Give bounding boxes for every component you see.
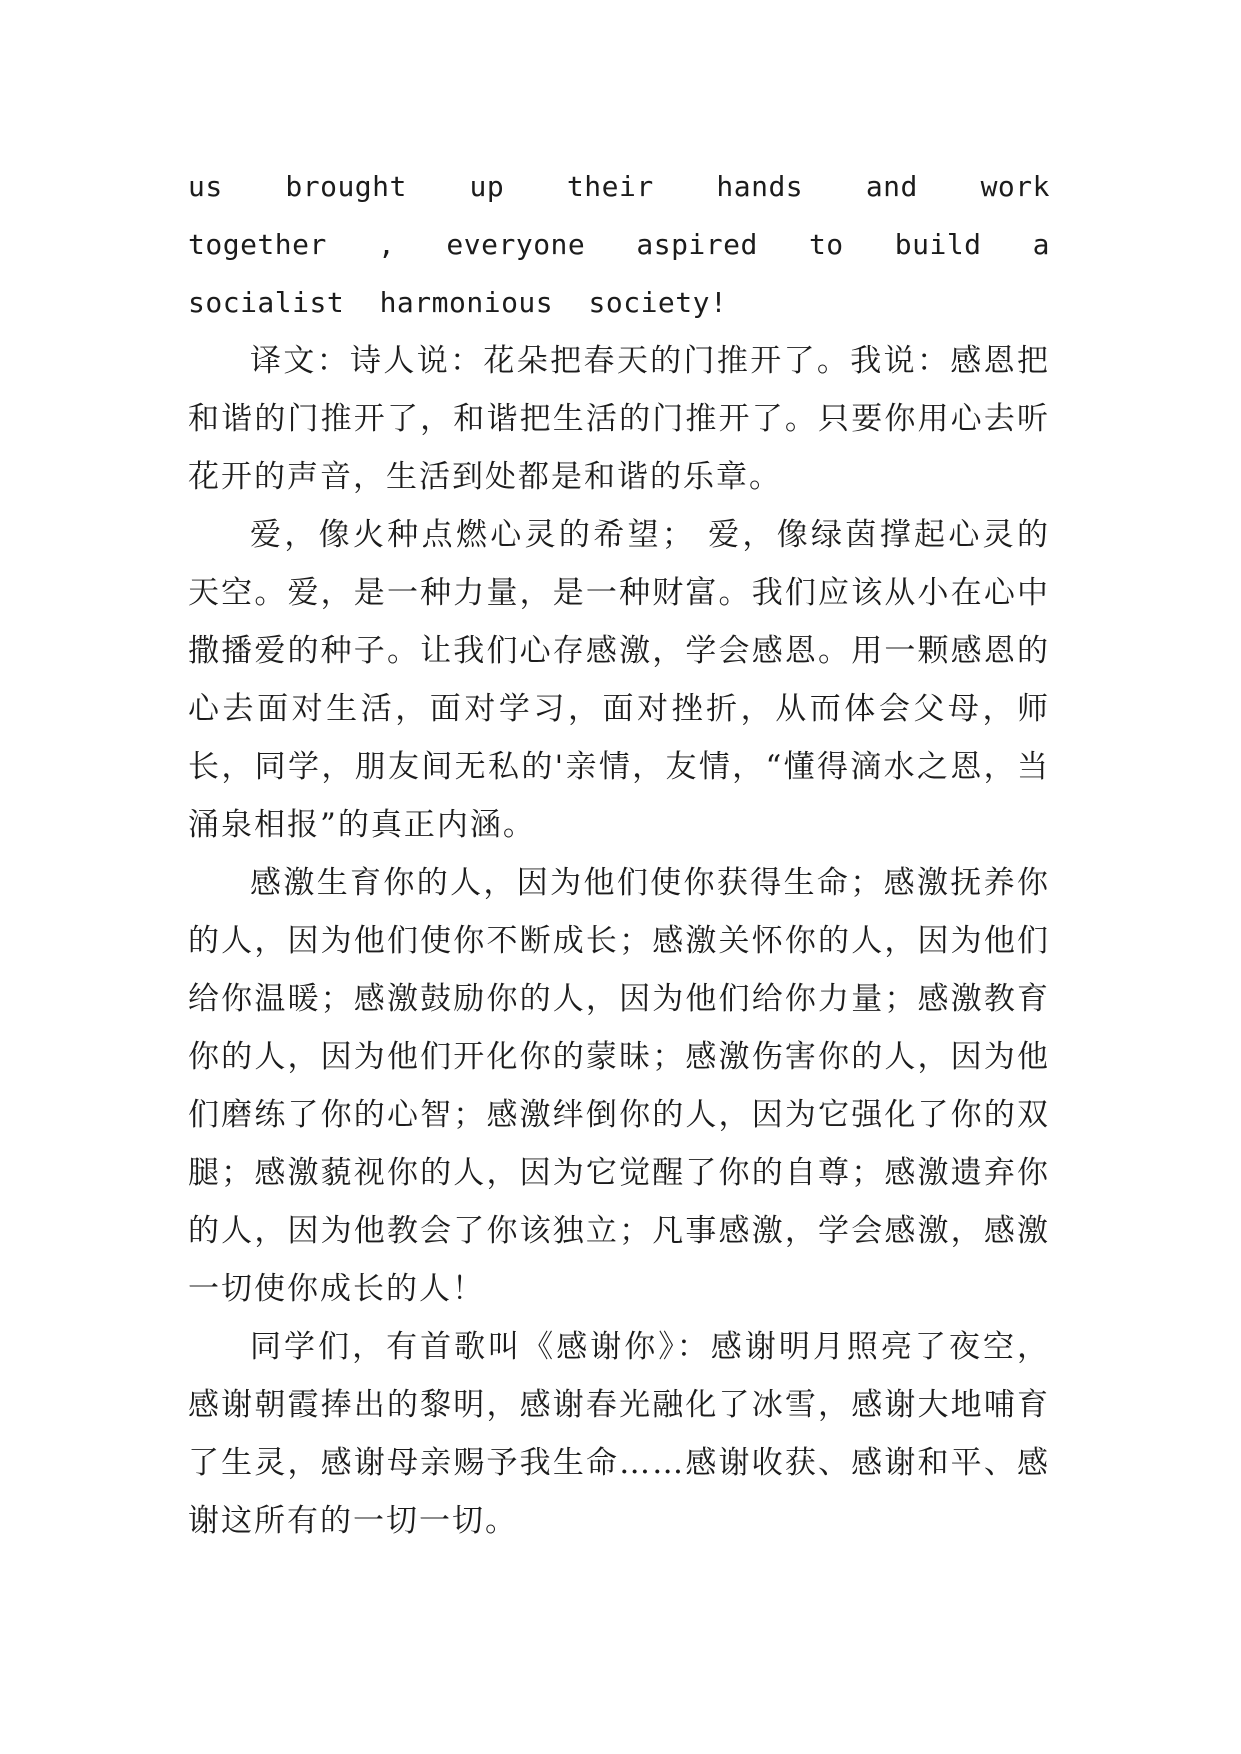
- text-column: [188, 158, 1050, 1550]
- translation-paragraph: 译文：诗人说：花朵把春天的门推开了。我说：感恩把和谐的门推开了，和谐把生活的门推开了。只要你用心去听花开的声音，生活到处都是和谐的乐章。: [188, 343, 1050, 495]
- love-paragraph: 爱，像火种点燃心灵的希望； 爱，像绿茵撑起心灵的天空。爱，是一种力量，是一种财富。我们应该从小在心中撒播爱的种子。让我们心存感激，学会感恩。用一颗感恩的心去面对生活，面对学习，面对挫折，从而体会父母，师长，同学，朋友间无私的'亲情，友情，“懂得滴水之恩，当涌泉相报”的真正内涵。: [188, 517, 1050, 843]
- song-paragraph: 同学们，有首歌叫《感谢你》：感谢明月照亮了夜空，感谢朝霞捧出的黎明，感谢春光融化了冰雪，感谢大地哺育了生灵，感谢母亲赐予我生命……感谢收获、感谢和平、感谢这所有的一切一切。: [188, 1329, 1050, 1539]
- english-closing-paragraph: us brought up their hands and work together , everyone aspired to build a socialist harmonious society!: [188, 170, 1050, 319]
- gratitude-paragraph: 感激生育你的人，因为他们使你获得生命；感激抚养你的人，因为他们使你不断成长；感激关怀你的人，因为他们给你温暖；感激鼓励你的人，因为他们给你力量；感激教育你的人，因为他们开化你的蒙昧；感激伤害你的人，因为他们磨练了你的心智；感激绊倒你的人，因为它强化了你的双腿；感激藐视你的人，因为它觉醒了你的自尊；感激遗弃你的人，因为他教会了你该独立；凡事感激，学会感激，感激一切使你成长的人！: [188, 865, 1050, 1307]
